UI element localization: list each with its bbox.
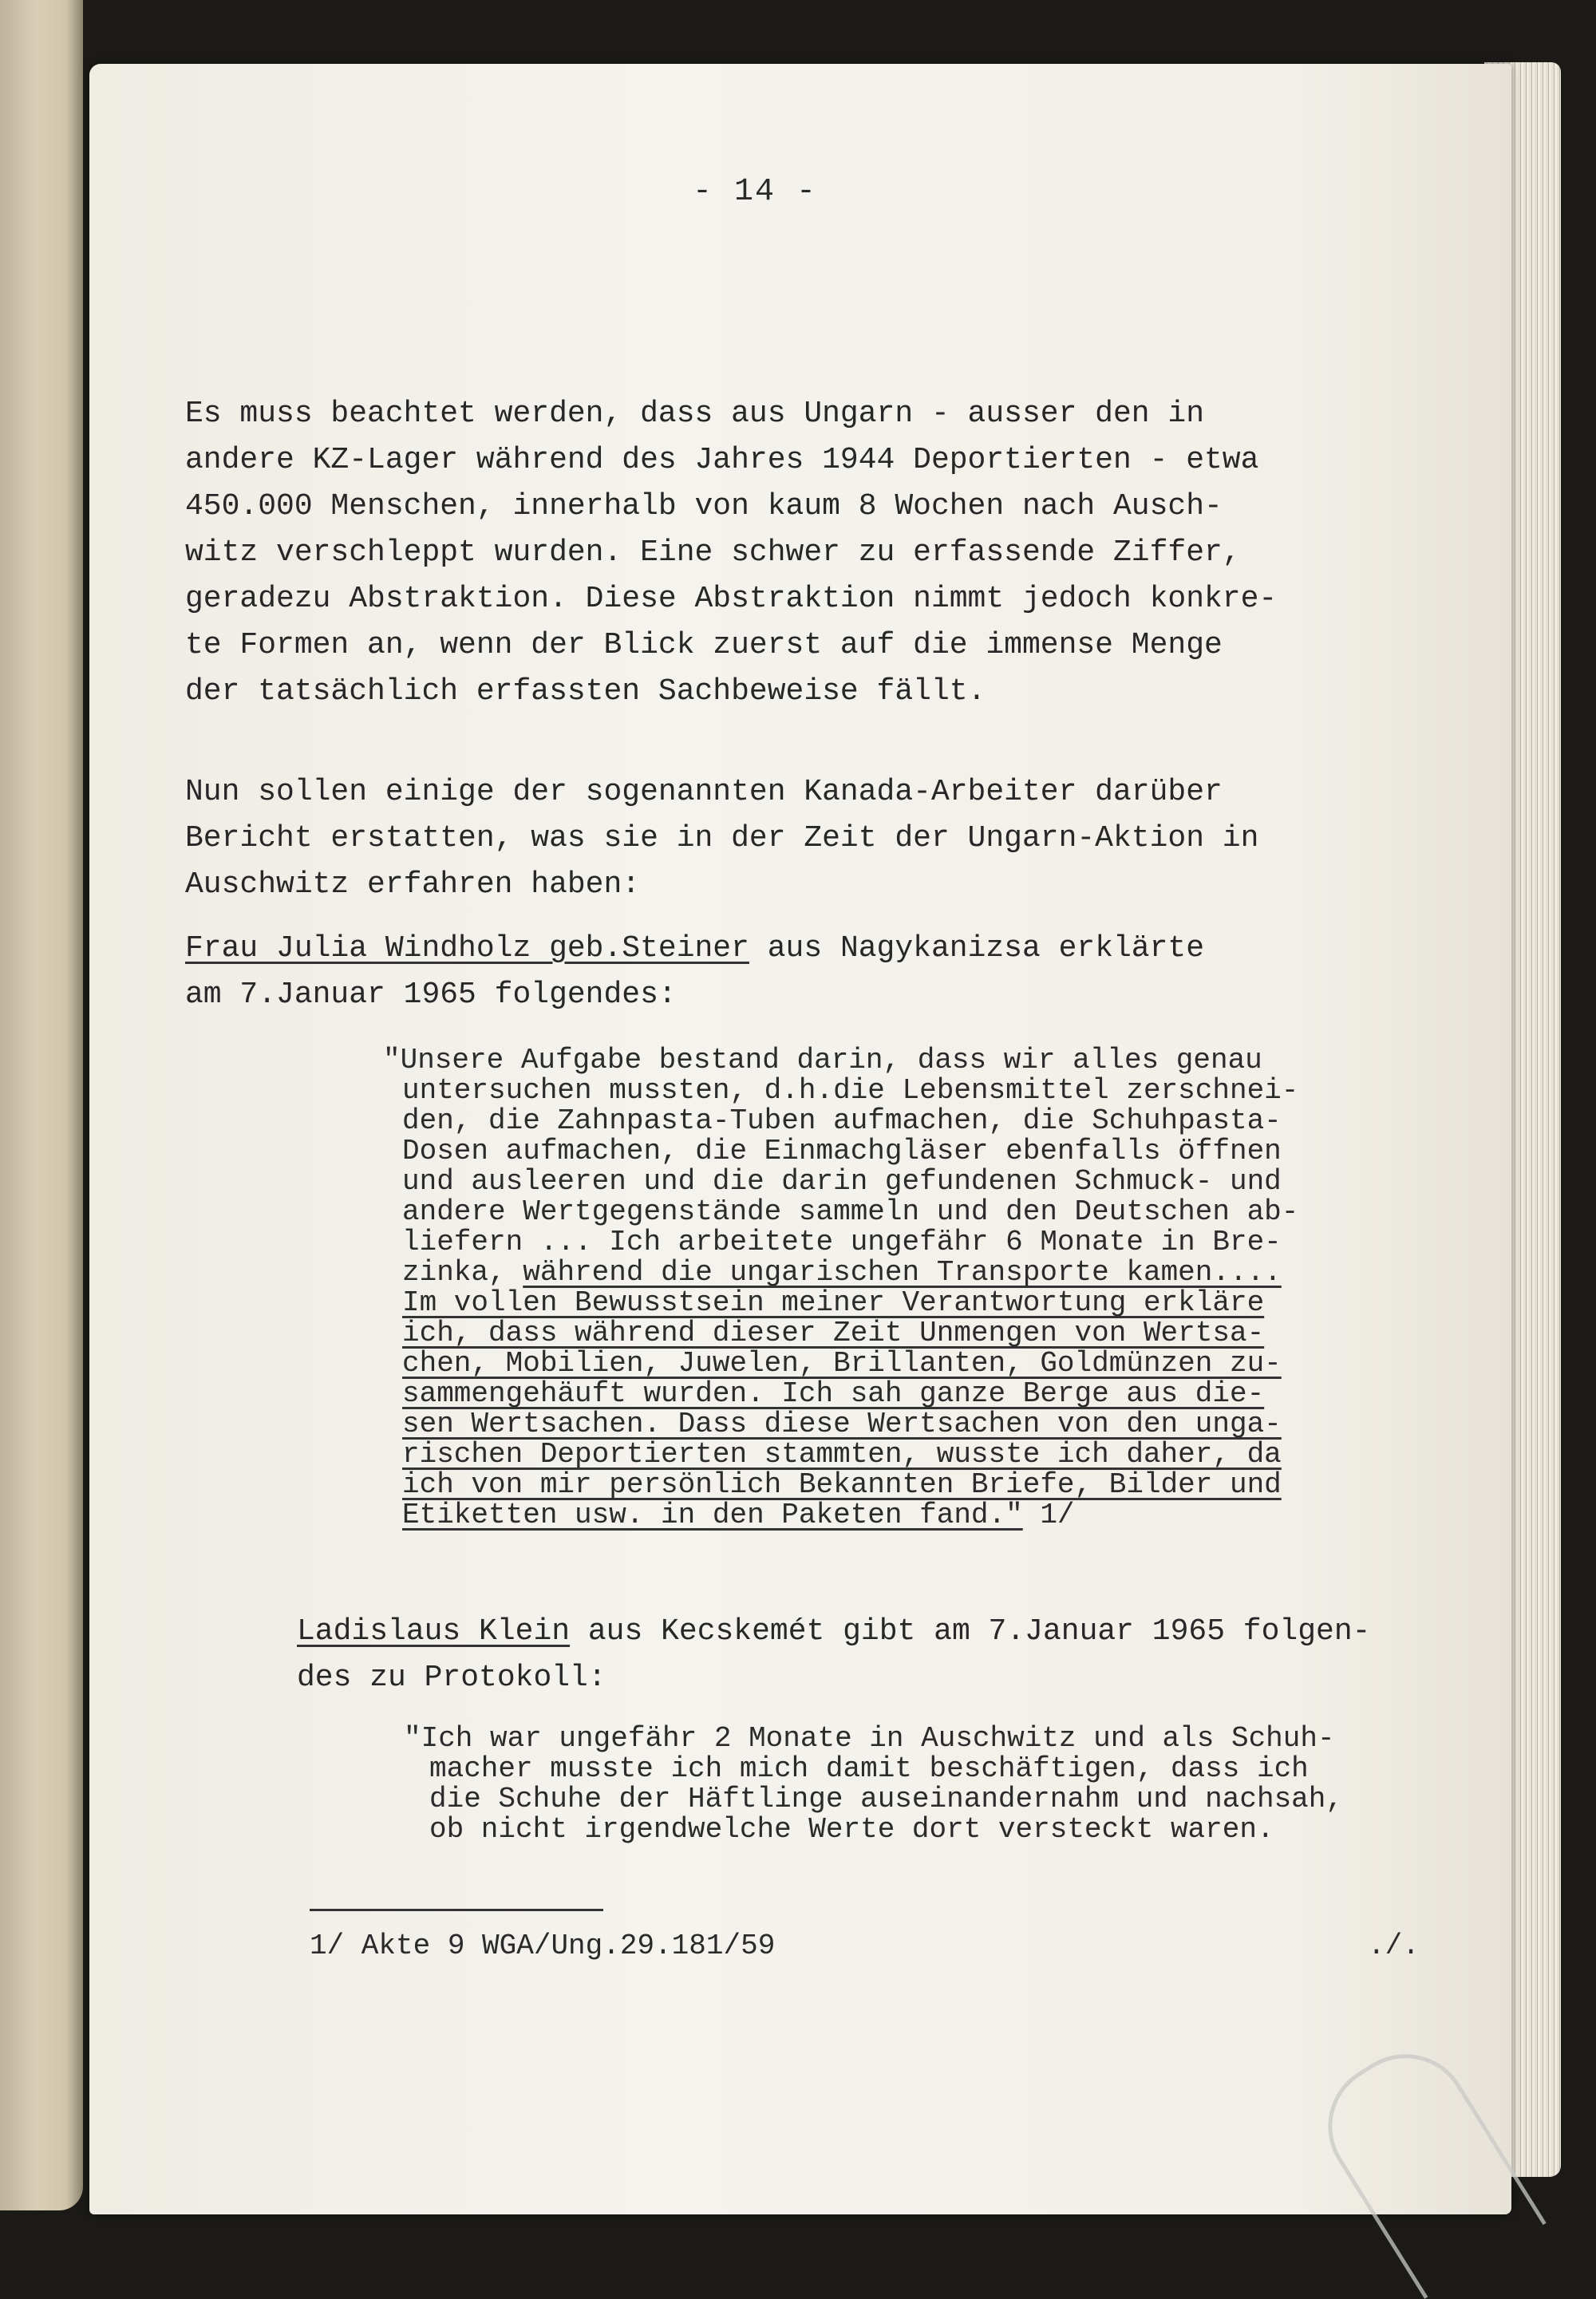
left-page-edge	[0, 0, 83, 2210]
text-line: 450.000 Menschen, innerhalb von kaum 8 Wochen nach Ausch-	[185, 489, 1223, 523]
quote-line: "Ich war ungefähr 2 Monate in Auschwitz und als Schuh-	[404, 1722, 1335, 1755]
quote-line: ob nicht irgendwelche Werte dort versteckt waren.	[429, 1813, 1274, 1846]
text-line: witz verschleppt wurden. Eine schwer zu erfassende Ziffer,	[185, 535, 1241, 570]
text-line: Auschwitz erfahren haben:	[185, 867, 641, 902]
witness2-protocol-line: des zu Protokoll:	[297, 1661, 606, 1695]
quote-line-underlined: während die ungarischen Transporte kamen....	[523, 1256, 1282, 1289]
text-line: Es muss beachtet werden, dass aus Ungarn - ausser den in	[185, 397, 1205, 431]
text-line: der tatsächlich erfassten Sachbeweise fällt.	[185, 674, 986, 709]
footnote: 1/ Akte 9 WGA/Ung.29.181/59	[310, 1930, 776, 1962]
quote-klein	[404, 1724, 1343, 1845]
quote-line-underlined: ich von mir persönlich Bekannten Briefe, Bilder und	[402, 1468, 1282, 1501]
quote-line-underlined: ich, dass während dieser Zeit Unmengen von Wertsa-	[402, 1317, 1265, 1349]
quote-line-prefix: zinka,	[402, 1256, 523, 1289]
witness2-origin: aus Kecskemét gibt am 7.Januar 1965 folgen-	[570, 1614, 1371, 1649]
witness2-name: Ladislaus Klein	[297, 1614, 571, 1649]
page-number: - 14 -	[693, 174, 818, 210]
witness2-intro	[297, 1609, 1558, 1701]
witness1-intro	[185, 926, 1446, 1018]
text-line: andere KZ-Lager während des Jahres 1944 Deportierten - etwa	[185, 443, 1259, 477]
quote-line-underlined: sen Wertsachen. Dass diese Wertsachen von den unga-	[402, 1408, 1282, 1440]
quote-line: liefern ... Ich arbeitete ungefähr 6 Monate in Bre-	[402, 1226, 1282, 1258]
quote-line-underlined: sammengehäuft wurden. Ich sah ganze Berge aus die-	[402, 1377, 1265, 1410]
quote-line: die Schuhe der Häftlinge auseinandernahm und nachsah,	[429, 1783, 1343, 1815]
quote-line-underlined: Etiketten usw. in den Paketen fand."	[402, 1499, 1023, 1531]
quote-line: den, die Zahnpasta-Tuben aufmachen, die Schuhpasta-	[402, 1104, 1282, 1137]
quote-line: untersuchen mussten, d.h.die Lebensmittel zerschnei-	[402, 1074, 1299, 1107]
paragraph-kanada	[185, 769, 1446, 908]
quote-line: andere Wertgegenstände sammeln und den Deutschen ab-	[402, 1195, 1299, 1228]
text-line: Bericht erstatten, was sie in der Zeit der Ungarn-Aktion in	[185, 821, 1259, 855]
quote-line-underlined: rischen Deportierten stammten, wusste ich daher, da	[402, 1438, 1282, 1471]
quote-line-underlined: Im vollen Bewusstsein meiner Verantwortung erkläre	[402, 1286, 1265, 1319]
quote-line: Dosen aufmachen, die Einmachgläser ebenfalls öffnen	[402, 1135, 1282, 1167]
witness1-origin: aus Nagykanizsa erklärte	[749, 931, 1205, 966]
quote-line: und ausleeren und die darin gefundenen Schmuck- und	[402, 1165, 1282, 1198]
continuation-mark: ./.	[1368, 1930, 1420, 1962]
quote-line-underlined: chen, Mobilien, Juwelen, Brillanten, Goldmünzen zu-	[402, 1347, 1282, 1380]
witness1-date-line: am 7.Januar 1965 folgendes:	[185, 978, 677, 1012]
footnote-ref: 1/	[1022, 1499, 1075, 1531]
quote-line: macher musste ich mich damit beschäftigen, dass ich	[429, 1752, 1309, 1785]
text-line: geradezu Abstraktion. Diese Abstraktion nimmt jedoch konkre-	[185, 582, 1278, 616]
text-line: te Formen an, wenn der Blick zuerst auf die immense Menge	[185, 628, 1223, 662]
footnote-divider	[310, 1909, 603, 1911]
quote-line: "Unsere Aufgabe bestand darin, dass wir alles genau	[383, 1044, 1262, 1076]
witness1-name: Frau Julia Windholz geb.Steiner	[185, 931, 749, 966]
paragraph-intro	[185, 391, 1446, 715]
text-line: Nun sollen einige der sogenannten Kanada-Arbeiter darüber	[185, 775, 1223, 809]
quote-windholz	[383, 1045, 1298, 1531]
